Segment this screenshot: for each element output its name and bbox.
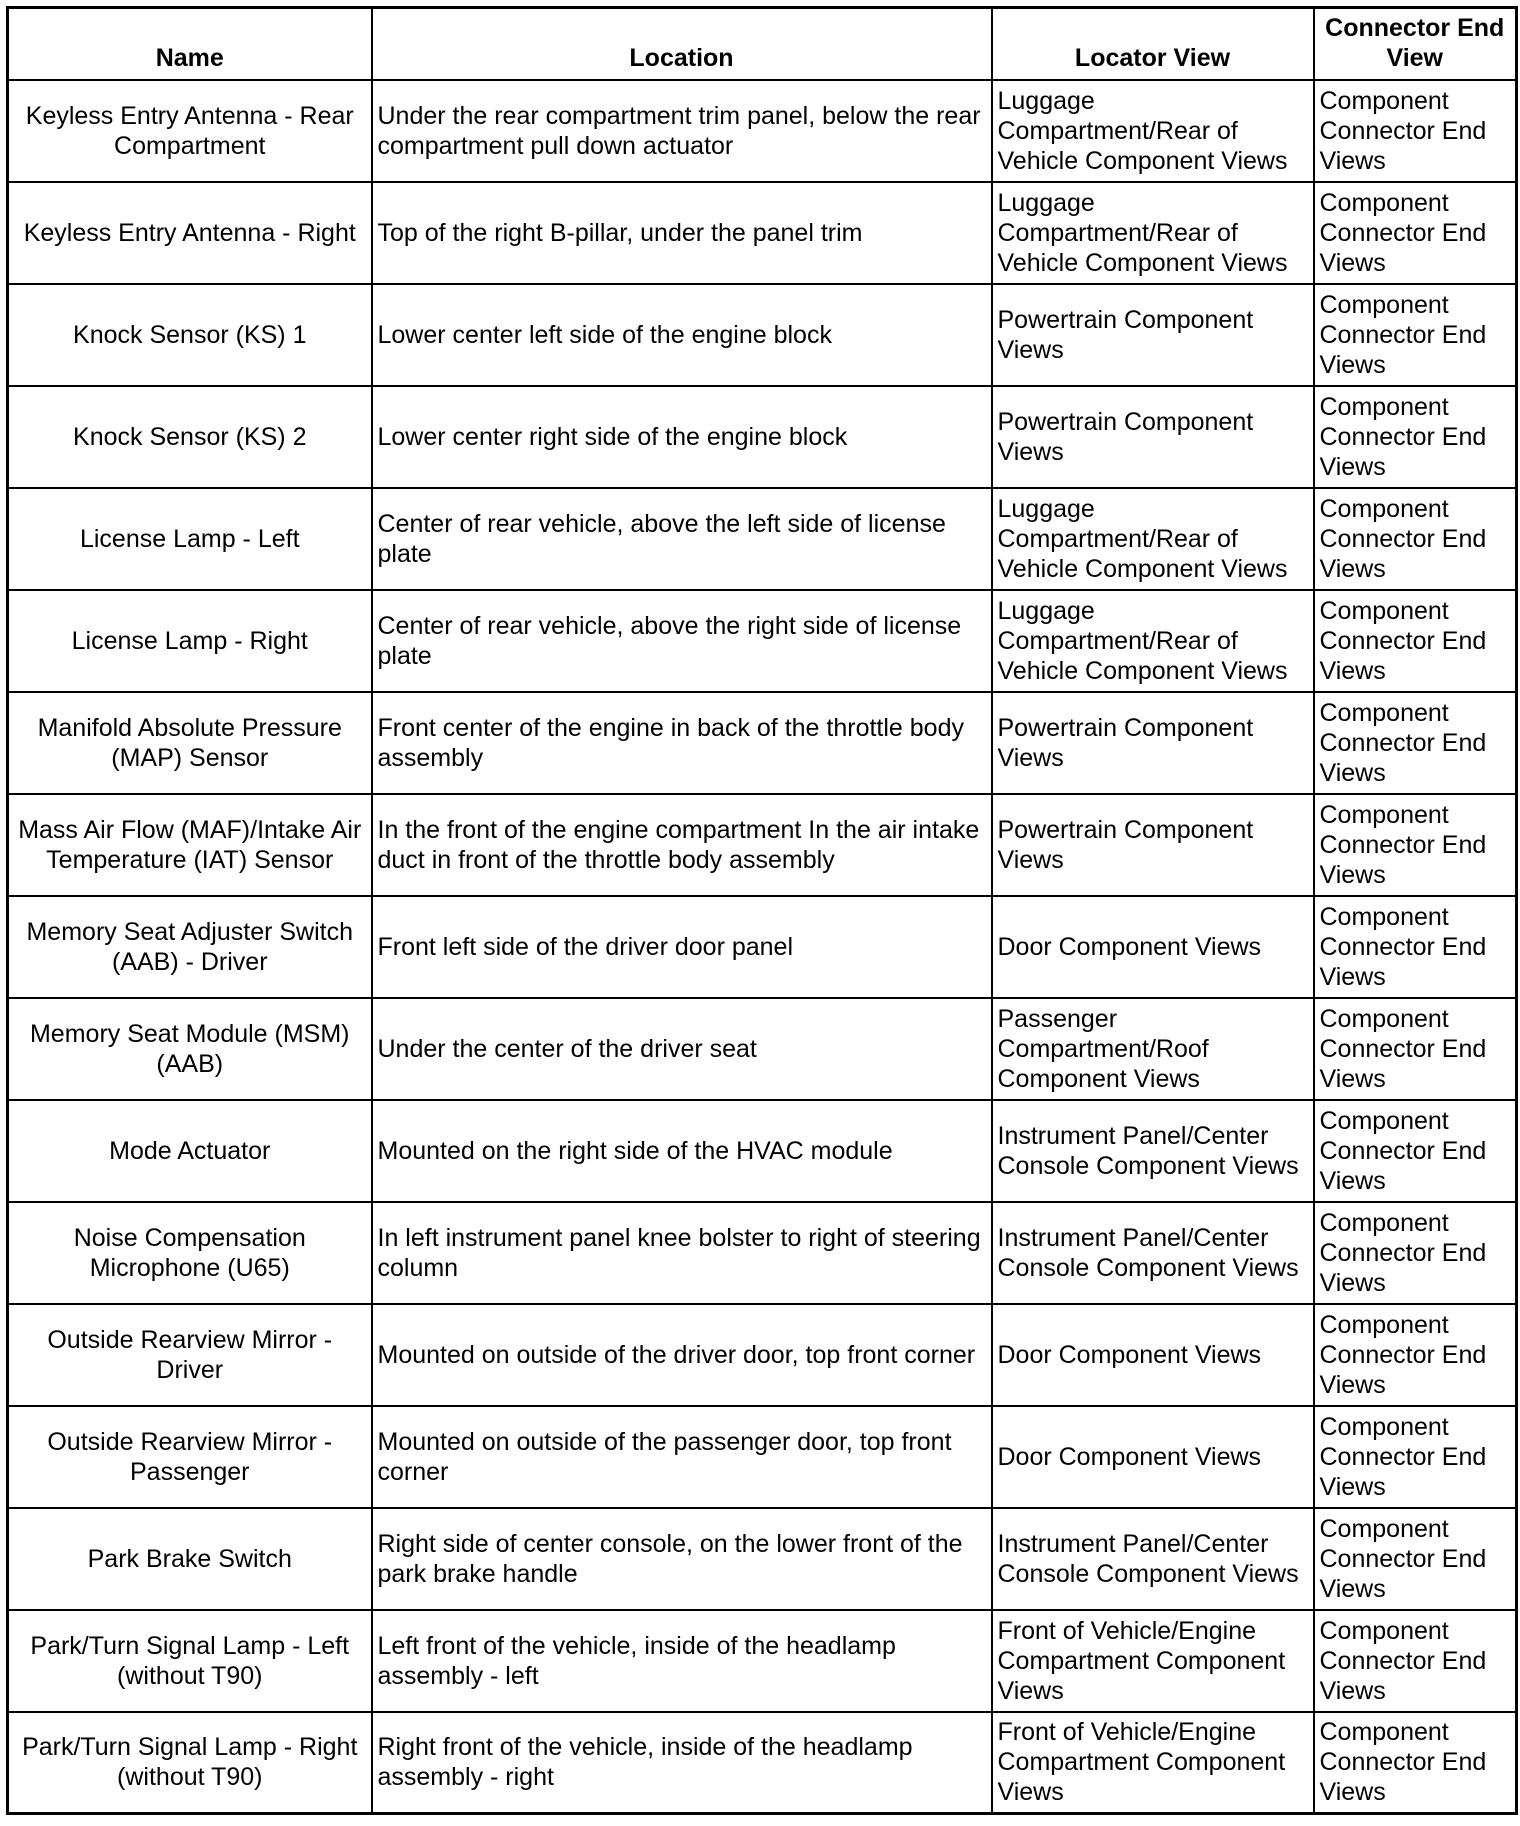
cell-location: Lower center right side of the engine block	[372, 386, 992, 488]
cell-name: Keyless Entry Antenna - Rear Compartment	[8, 80, 372, 182]
cell-locator-view: Instrument Panel/Center Console Component Views	[992, 1508, 1314, 1610]
cell-locator-view: Luggage Compartment/Rear of Vehicle Component Views	[992, 80, 1314, 182]
cell-locator-view: Door Component Views	[992, 1406, 1314, 1508]
cell-name: License Lamp - Left	[8, 488, 372, 590]
table-row	[8, 386, 1517, 488]
cell-connector-end-view: Component Connector End Views	[1314, 1712, 1517, 1814]
header-location: Location	[372, 8, 992, 80]
cell-locator-view: Door Component Views	[992, 896, 1314, 998]
cell-name: Park/Turn Signal Lamp - Left (without T90)	[8, 1610, 372, 1712]
cell-location: Mounted on the right side of the HVAC module	[372, 1100, 992, 1202]
cell-name: Park/Turn Signal Lamp - Right (without T90)	[8, 1712, 372, 1814]
cell-connector-end-view: Component Connector End Views	[1314, 284, 1517, 386]
cell-connector-end-view: Component Connector End Views	[1314, 692, 1517, 794]
table-row	[8, 1508, 1517, 1610]
cell-locator-view: Instrument Panel/Center Console Component Views	[992, 1100, 1314, 1202]
cell-name: Manifold Absolute Pressure (MAP) Sensor	[8, 692, 372, 794]
cell-name: License Lamp - Right	[8, 590, 372, 692]
cell-locator-view: Luggage Compartment/Rear of Vehicle Component Views	[992, 182, 1314, 284]
cell-locator-view: Powertrain Component Views	[992, 692, 1314, 794]
cell-connector-end-view: Component Connector End Views	[1314, 182, 1517, 284]
cell-connector-end-view: Component Connector End Views	[1314, 590, 1517, 692]
cell-locator-view: Front of Vehicle/Engine Compartment Component Views	[992, 1712, 1314, 1814]
cell-locator-view: Powertrain Component Views	[992, 284, 1314, 386]
cell-location: In left instrument panel knee bolster to right of steering column	[372, 1202, 992, 1304]
table-row	[8, 182, 1517, 284]
cell-name: Keyless Entry Antenna - Right	[8, 182, 372, 284]
table-row	[8, 1202, 1517, 1304]
cell-connector-end-view: Component Connector End Views	[1314, 794, 1517, 896]
cell-location: Front center of the engine in back of the throttle body assembly	[372, 692, 992, 794]
table-header-row	[8, 8, 1517, 80]
cell-connector-end-view: Component Connector End Views	[1314, 1100, 1517, 1202]
header-connector-end-view: Connector End View	[1314, 8, 1517, 80]
cell-connector-end-view: Component Connector End Views	[1314, 80, 1517, 182]
cell-name: Park Brake Switch	[8, 1508, 372, 1610]
cell-locator-view: Door Component Views	[992, 1304, 1314, 1406]
cell-location: Left front of the vehicle, inside of the headlamp assembly - left	[372, 1610, 992, 1712]
table-row	[8, 1610, 1517, 1712]
table-row	[8, 1712, 1517, 1814]
cell-location: Under the center of the driver seat	[372, 998, 992, 1100]
cell-locator-view: Luggage Compartment/Rear of Vehicle Component Views	[992, 590, 1314, 692]
cell-name: Outside Rearview Mirror - Driver	[8, 1304, 372, 1406]
table-row	[8, 998, 1517, 1100]
header-name: Name	[8, 8, 372, 80]
cell-locator-view: Passenger Compartment/Roof Component Views	[992, 998, 1314, 1100]
component-locator-table	[6, 6, 1518, 1815]
cell-name: Knock Sensor (KS) 2	[8, 386, 372, 488]
cell-name: Memory Seat Module (MSM) (AAB)	[8, 998, 372, 1100]
cell-location: Lower center left side of the engine block	[372, 284, 992, 386]
cell-name: Noise Compensation Microphone (U65)	[8, 1202, 372, 1304]
cell-locator-view: Powertrain Component Views	[992, 386, 1314, 488]
cell-connector-end-view: Component Connector End Views	[1314, 998, 1517, 1100]
table-row	[8, 1406, 1517, 1508]
cell-location: Front left side of the driver door panel	[372, 896, 992, 998]
cell-location: Mounted on outside of the driver door, top front corner	[372, 1304, 992, 1406]
cell-connector-end-view: Component Connector End Views	[1314, 1202, 1517, 1304]
cell-locator-view: Luggage Compartment/Rear of Vehicle Component Views	[992, 488, 1314, 590]
table-row	[8, 794, 1517, 896]
cell-location: Right side of center console, on the lower front of the park brake handle	[372, 1508, 992, 1610]
table-row	[8, 80, 1517, 182]
table-row	[8, 488, 1517, 590]
cell-location: Top of the right B-pillar, under the panel trim	[372, 182, 992, 284]
cell-location: Under the rear compartment trim panel, below the rear compartment pull down actuator	[372, 80, 992, 182]
cell-location: Right front of the vehicle, inside of the headlamp assembly - right	[372, 1712, 992, 1814]
cell-connector-end-view: Component Connector End Views	[1314, 1304, 1517, 1406]
table-row	[8, 896, 1517, 998]
cell-connector-end-view: Component Connector End Views	[1314, 1508, 1517, 1610]
component-locator-document	[6, 6, 1515, 1820]
cell-location: In the front of the engine compartment In the air intake duct in front of the throttle body assembly	[372, 794, 992, 896]
cell-location: Center of rear vehicle, above the right side of license plate	[372, 590, 992, 692]
table-body	[8, 80, 1517, 1814]
cell-connector-end-view: Component Connector End Views	[1314, 386, 1517, 488]
cell-locator-view: Instrument Panel/Center Console Component Views	[992, 1202, 1314, 1304]
cell-name: Mass Air Flow (MAF)/Intake Air Temperature (IAT) Sensor	[8, 794, 372, 896]
cell-name: Mode Actuator	[8, 1100, 372, 1202]
table-row	[8, 692, 1517, 794]
table-row	[8, 284, 1517, 386]
cell-locator-view: Powertrain Component Views	[992, 794, 1314, 896]
table-row	[8, 590, 1517, 692]
cell-connector-end-view: Component Connector End Views	[1314, 1406, 1517, 1508]
cell-name: Knock Sensor (KS) 1	[8, 284, 372, 386]
header-locator-view: Locator View	[992, 8, 1314, 80]
table-row	[8, 1304, 1517, 1406]
cell-locator-view: Front of Vehicle/Engine Compartment Component Views	[992, 1610, 1314, 1712]
cell-name: Memory Seat Adjuster Switch (AAB) - Driver	[8, 896, 372, 998]
cell-connector-end-view: Component Connector End Views	[1314, 896, 1517, 998]
cell-name: Outside Rearview Mirror - Passenger	[8, 1406, 372, 1508]
cell-connector-end-view: Component Connector End Views	[1314, 488, 1517, 590]
cell-location: Mounted on outside of the passenger door, top front corner	[372, 1406, 992, 1508]
table-row	[8, 1100, 1517, 1202]
cell-connector-end-view: Component Connector End Views	[1314, 1610, 1517, 1712]
cell-location: Center of rear vehicle, above the left side of license plate	[372, 488, 992, 590]
